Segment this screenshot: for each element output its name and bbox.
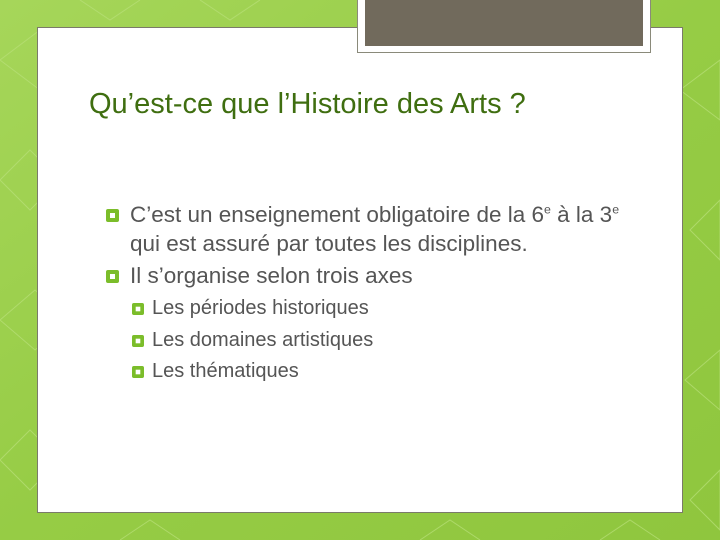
square-bullet-icon [132,335,144,347]
superscript-e: e [612,202,620,217]
sub-bullet-text: Les périodes historiques [152,297,369,319]
square-bullet-icon [132,303,144,315]
corner-tab-block [365,0,643,46]
bullet-text-part-1: C’est un enseignement obligatoire de la 6 [130,202,545,227]
bullet-text-part-3: qui est assuré par toutes les disciplines. [130,231,528,256]
superscript-e: e [544,202,551,217]
bullet-text: Il s’organise selon trois axes [130,263,413,288]
bullet-item-2 [104,261,634,290]
sub-bullet-item-3 [104,356,634,388]
bullet-text-part-2: à la 3 [550,202,613,227]
square-bullet-icon [106,270,119,283]
sub-bullet-text: Les thématiques [152,360,299,382]
slide-body [104,200,634,388]
bullet-item-1 [104,200,634,258]
sub-bullet-text: Les domaines artistiques [152,328,374,351]
sub-bullet-item-2 [104,325,634,357]
sub-bullet-item-1 [104,293,634,325]
square-bullet-icon [106,209,119,222]
slide-title: Qu’est-ce que l’Histoire des Arts ? [89,88,526,120]
square-bullet-icon [132,366,144,378]
